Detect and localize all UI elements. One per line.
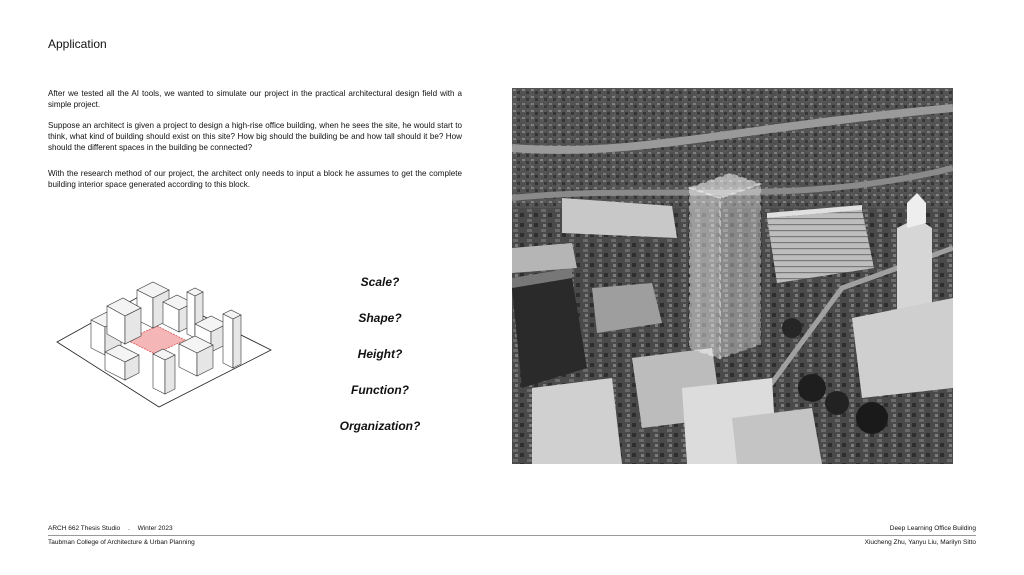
question-shape: Shape?: [358, 311, 402, 325]
paragraph-method: With the research method of our project, the architect only needs to input a block he assumes to get the complete building interior space generated according to this block.: [48, 169, 462, 189]
aerial-city-photo: [512, 88, 953, 464]
paragraph-intro: After we tested all the AI tools, we wanted to simulate our project in the practical architectural design field with a simple project.: [48, 89, 462, 109]
question-organization: Organization?: [339, 419, 421, 433]
footer-school: Taubman College of Architecture & Urban Planning: [48, 539, 195, 546]
block-left-2: [107, 298, 141, 344]
page-title: Application: [48, 37, 107, 51]
footer-authors: Xiucheng Zhu, Yanyu Liu, Marilyn Sitto: [864, 539, 976, 546]
footer-divider: [48, 535, 976, 536]
massing-diagram: [55, 270, 275, 415]
tower-right: [223, 310, 241, 368]
aerial-photo-art: [512, 88, 953, 464]
footer-course-name: ARCH 662 Thesis Studio: [48, 525, 121, 532]
block-front: [153, 349, 175, 394]
footer-project: Deep Learning Office Building: [889, 525, 976, 532]
footer-separator: .: [127, 525, 130, 532]
paragraph-scenario: Suppose an architect is given a project to design a high-rise office building, when he sees the site, he would start to think, what kind of building should exist on this site? How big should the building be and how tall should it be? How should the different spaces in the building be connected?: [48, 121, 462, 152]
question-scale: Scale?: [360, 275, 400, 289]
question-function: Function?: [351, 383, 409, 397]
footer-course: [48, 525, 173, 532]
footer-term: Winter 2023: [137, 525, 173, 532]
question-height: Height?: [357, 347, 403, 361]
